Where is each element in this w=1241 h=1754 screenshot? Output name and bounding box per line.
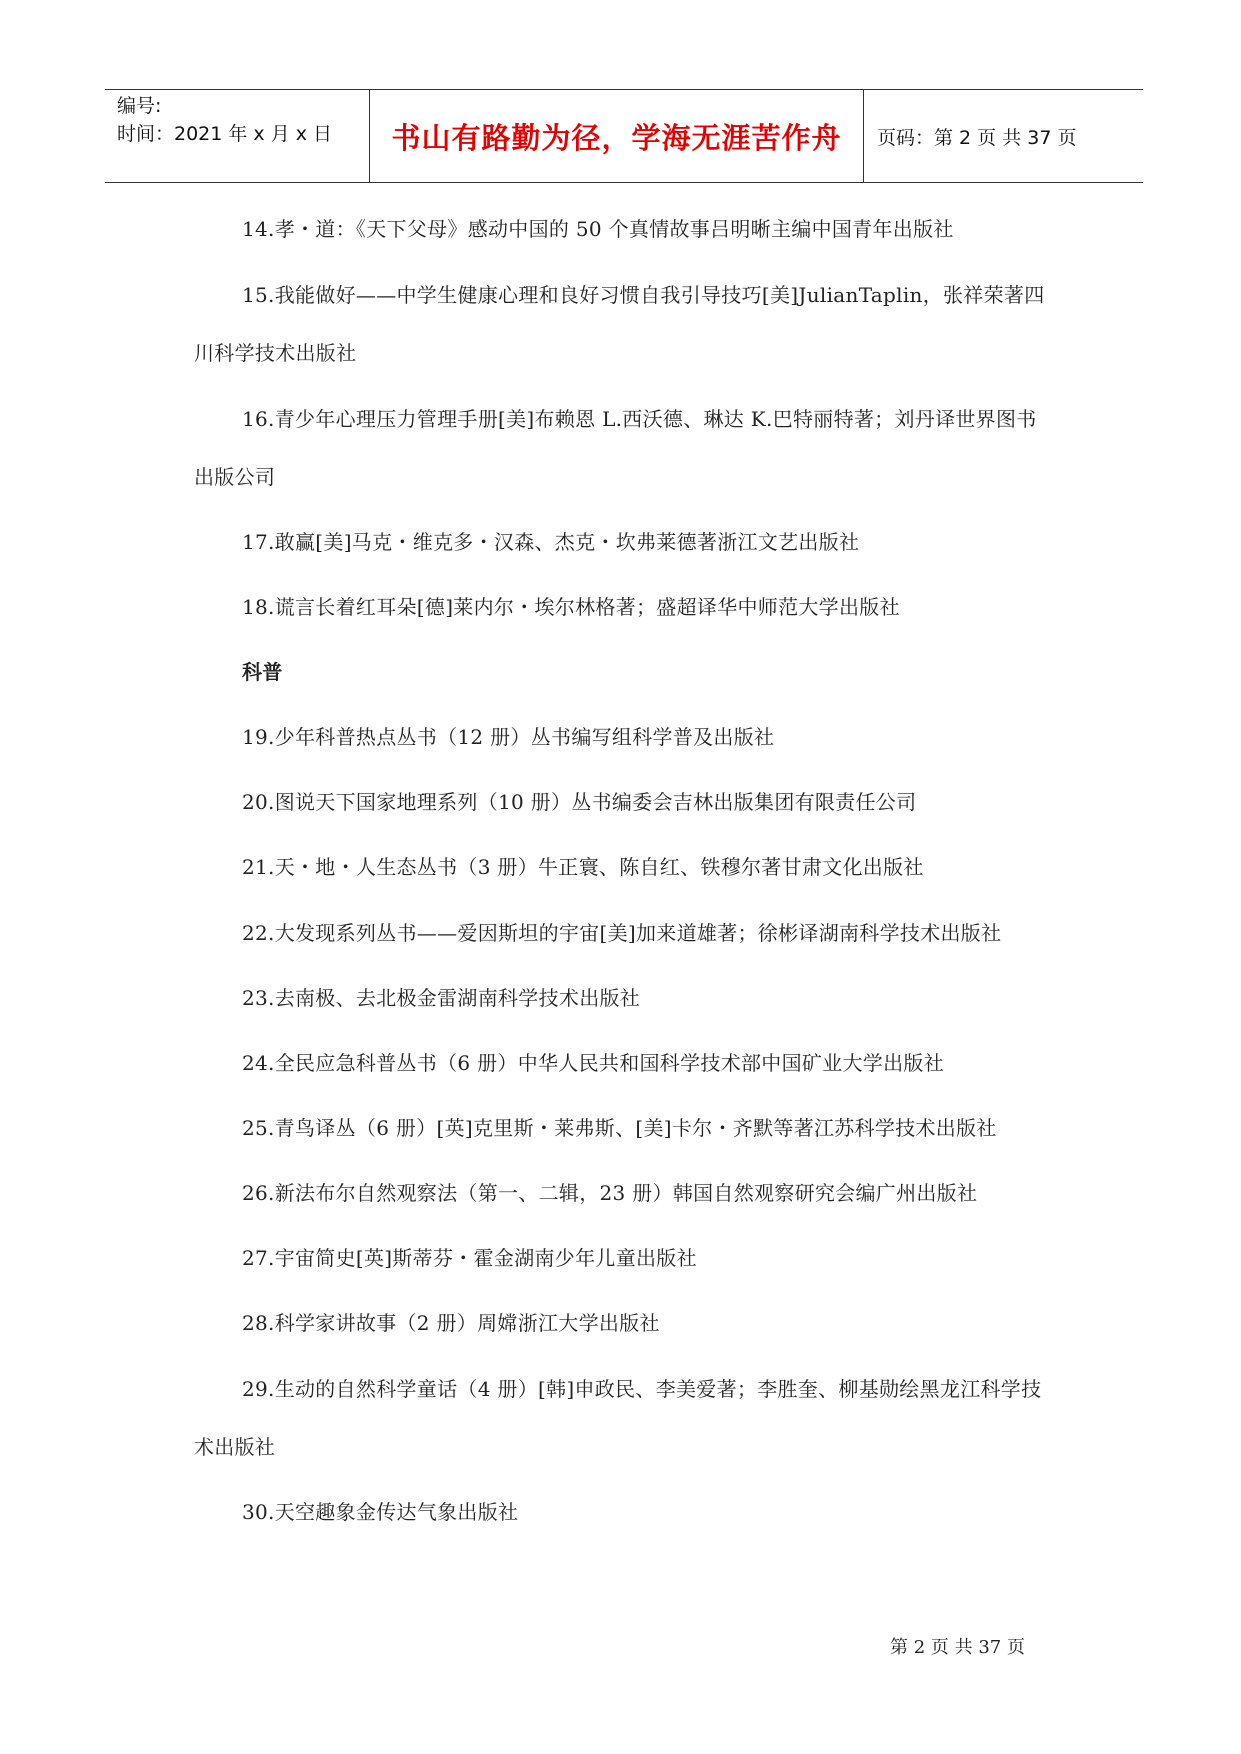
list-item: 14.孝・道：《天下父母》感动中国的 50 个真情故事吕明晰主编中国青年出版社 [242, 217, 954, 241]
list-item: 25.青鸟译丛（6 册）[英]克里斯・莱弗斯、[美]卡尔・齐默等著江苏科学技术出版社 [242, 1116, 997, 1140]
list-item: 22.大发现系列丛书——爱因斯坦的宇宙[美]加来道雄著；徐彬译湖南科学技术出版社 [242, 921, 1002, 945]
header-motto: 书山有路勤为径，学海无涯苦作舟 [391, 120, 842, 155]
list-item: 16.青少年心理压力管理手册[美]布赖恩 L.西沃德、琳达 K.巴特丽特著；刘丹译世界图书出版公司 [194, 407, 1037, 489]
list-item: 26.新法布尔自然观察法（第一、二辑，23 册）韩国自然观察研究会编广州出版社 [242, 1181, 978, 1205]
list-item: 23.去南极、去北极金雷湖南科学技术出版社 [242, 986, 641, 1010]
page-header [105, 89, 1143, 183]
list-item: 17.敢赢[美]马克・维克多・汉森、杰克・坎弗莱德著浙江文艺出版社 [242, 530, 860, 554]
list-item: 28.科学家讲故事（2 册）周嫦浙江大学出版社 [242, 1311, 660, 1335]
header-meta [117, 92, 372, 148]
list-item: 21.天・地・人生态丛书（3 册）牛正寰、陈自红、铁穆尔著甘肃文化出版社 [242, 855, 924, 879]
header-divider [863, 90, 864, 182]
list-item: 15.我能做好——中学生健康心理和良好习惯自我引导技巧[美]JulianTaplin，张祥荣著四川科学技术出版社 [194, 283, 1045, 365]
list-item: 29.生动的自然科学童话（4 册）[韩]申政民、李美爱著；李胜奎、柳基勋绘黑龙江科学技术出版社 [194, 1377, 1042, 1459]
page-footer-number: 第 2 页 共 37 页 [890, 1637, 1025, 1658]
list-item: 27.宇宙简史[英]斯蒂芬・霍金湖南少年儿童出版社 [242, 1246, 697, 1270]
list-item: 18.谎言长着红耳朵[德]莱内尔・埃尔林格著；盛超译华中师范大学出版社 [242, 595, 900, 619]
header-page-label: 页码：第 2 页 共 37 页 [877, 126, 1077, 149]
list-item: 30.天空趣象金传达气象出版社 [242, 1500, 519, 1524]
list-item: 24.全民应急科普丛书（6 册）中华人民共和国科学技术部中国矿业大学出版社 [242, 1051, 944, 1075]
serial-number-label: 编号: [117, 95, 162, 117]
list-item: 20.图说天下国家地理系列（10 册）丛书编委会吉林出版集团有限责任公司 [242, 790, 917, 814]
section-heading: 科普 [242, 660, 283, 684]
book-list [194, 215, 1056, 1563]
list-item: 19.少年科普热点丛书（12 册）丛书编写组科学普及出版社 [242, 725, 775, 749]
time-label: 时间：2021 年 x 月 x 日 [117, 123, 333, 145]
